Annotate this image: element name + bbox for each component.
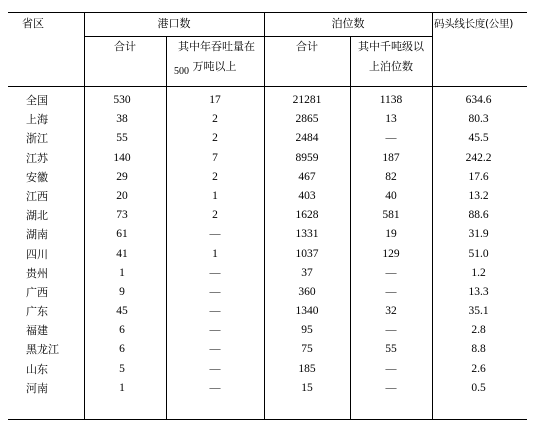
ports-total-cell: 5 — [119, 362, 125, 375]
ports-large-cell: 17 — [209, 94, 221, 106]
header-province: 省区 — [22, 17, 44, 30]
ports-large-cell: 2 — [212, 113, 218, 126]
ports-total-cell: 29 — [116, 170, 128, 183]
table-row — [8, 149, 527, 168]
table-row — [8, 245, 527, 264]
berths-total-cell: 75 — [301, 343, 313, 356]
table-row — [8, 321, 527, 340]
berths-large-cell: 19 — [385, 228, 397, 241]
table-row — [8, 379, 527, 398]
province-cell: 全国 — [26, 94, 48, 107]
berths-total-cell: 1037 — [295, 247, 319, 260]
berths-total-cell: 37 — [301, 266, 313, 279]
table-bottom-rule — [8, 419, 527, 420]
ports-total-cell: 41 — [116, 247, 128, 260]
ports-large-cell: — — [209, 381, 221, 394]
wharf-length-cell: 17.6 — [468, 170, 489, 183]
berths-total-cell: 15 — [301, 381, 313, 394]
wharf-length-cell: 0.5 — [471, 381, 486, 394]
header-ports-large-line1: 其中年吞吐量在 — [178, 40, 255, 53]
province-cell: 四川 — [26, 247, 48, 261]
ports-total-cell: 73 — [116, 209, 128, 222]
ports-total-cell: 45 — [116, 305, 128, 318]
wharf-length-cell: 31.9 — [468, 228, 489, 241]
province-cell: 贵州 — [26, 266, 48, 280]
province-cell: 江苏 — [26, 151, 48, 165]
ports-total-cell: 1 — [119, 266, 125, 279]
ports-large-cell: 2 — [212, 209, 218, 222]
header-ports: 港口数 — [157, 17, 191, 30]
province-cell: 湖南 — [26, 228, 48, 242]
header-berths-large-line2: 上泊位数 — [369, 60, 413, 73]
ports-large-cell: 1 — [212, 247, 218, 260]
table-row — [8, 302, 527, 321]
wharf-length-cell: 2.8 — [471, 324, 486, 337]
wharf-length-cell: 242.2 — [465, 151, 492, 164]
berths-large-cell: — — [385, 285, 397, 298]
header-berths-large-line1: 其中千吨级以 — [358, 40, 424, 53]
wharf-length-cell: 2.6 — [471, 362, 486, 375]
table-top-rule — [8, 12, 527, 13]
table-row — [8, 91, 527, 110]
province-cell: 河南 — [26, 381, 48, 395]
table-row — [8, 206, 527, 225]
berths-total-cell: 2865 — [295, 113, 319, 126]
table-row — [8, 360, 527, 379]
berths-large-cell: 187 — [382, 151, 400, 164]
berths-large-cell: — — [385, 266, 397, 279]
berths-total-cell: 1628 — [295, 209, 319, 222]
berths-large-cell: 13 — [385, 113, 397, 126]
wharf-length-cell: 88.6 — [468, 209, 489, 222]
ports-total-cell: 9 — [119, 285, 125, 298]
header-berths-total: 合计 — [296, 40, 318, 53]
berths-total-cell: 403 — [298, 189, 316, 202]
ports-large-cell: — — [209, 362, 221, 375]
ports-total-cell: 1 — [119, 381, 125, 394]
header-berths: 泊位数 — [331, 17, 365, 30]
ports-total-cell: 61 — [116, 228, 128, 241]
ports-total-cell: 38 — [116, 113, 128, 126]
ports-large-cell: — — [209, 285, 221, 298]
province-cell: 安徽 — [26, 170, 48, 184]
table-row — [8, 129, 527, 148]
wharf-length-cell: 35.1 — [468, 305, 489, 318]
ports-large-cell: — — [209, 266, 221, 279]
table-row — [8, 225, 527, 244]
berths-large-cell: 1138 — [379, 94, 403, 106]
berths-total-cell: 95 — [301, 324, 313, 337]
berths-large-cell: 129 — [382, 247, 400, 260]
header-ports-total: 合计 — [114, 40, 136, 53]
berths-total-cell: 2484 — [295, 132, 319, 145]
berths-total-cell: 467 — [298, 170, 316, 183]
wharf-length-cell: 51.0 — [468, 247, 489, 260]
berths-total-cell: 21281 — [292, 94, 322, 106]
berths-large-cell: 581 — [382, 209, 400, 222]
wharf-length-cell: 634.6 — [465, 94, 492, 106]
wharf-length-cell: 45.5 — [468, 132, 489, 145]
header-wharf-length: 码头线长度(公里) — [434, 18, 513, 30]
table-row — [8, 187, 527, 206]
province-cell: 上海 — [26, 113, 48, 127]
ports-large-cell: 2 — [212, 170, 218, 183]
header-sub-rule — [84, 36, 432, 37]
province-cell: 浙江 — [26, 132, 48, 146]
table-row — [8, 283, 527, 302]
berths-large-cell: — — [385, 324, 397, 337]
ports-large-cell: — — [209, 343, 221, 356]
berths-total-cell: 360 — [298, 285, 316, 298]
province-cell: 广西 — [26, 285, 48, 299]
header-ports-large-line2 — [174, 60, 237, 75]
table-body — [8, 91, 527, 398]
province-cell: 山东 — [26, 362, 48, 376]
table-row — [8, 264, 527, 283]
province-cell: 广东 — [26, 305, 48, 319]
berths-large-cell: — — [385, 381, 397, 394]
ports-total-cell: 6 — [119, 343, 125, 356]
berths-large-cell: 32 — [385, 305, 397, 318]
berths-large-cell: — — [385, 362, 397, 375]
ports-total-cell: 140 — [113, 151, 131, 164]
ports-total-cell: 20 — [116, 189, 128, 202]
province-cell: 福建 — [26, 324, 48, 338]
berths-total-cell: 8959 — [295, 151, 319, 164]
port-statistics-table — [8, 12, 527, 420]
ports-large-cell: — — [209, 324, 221, 337]
header-bottom-rule — [8, 86, 527, 87]
wharf-length-cell: 8.8 — [471, 343, 486, 356]
ports-large-cell: 7 — [212, 151, 218, 164]
wharf-length-cell: 1.2 — [471, 266, 486, 279]
ports-large-cell: — — [209, 228, 221, 241]
header-ports-large-number: 500 — [174, 66, 189, 77]
wharf-length-cell: 13.2 — [468, 189, 489, 202]
table-row — [8, 340, 527, 359]
table-row — [8, 110, 527, 129]
berths-large-cell: 40 — [385, 189, 397, 202]
table-row — [8, 168, 527, 187]
ports-total-cell: 530 — [113, 94, 131, 106]
berths-total-cell: 1331 — [295, 228, 319, 241]
province-cell: 江西 — [26, 189, 48, 203]
berths-total-cell: 1340 — [295, 305, 319, 318]
ports-total-cell: 6 — [119, 324, 125, 337]
wharf-length-cell: 80.3 — [468, 113, 489, 126]
wharf-length-cell: 13.3 — [468, 285, 489, 298]
province-cell: 黑龙江 — [26, 343, 59, 357]
berths-large-cell: 82 — [385, 170, 397, 183]
berths-total-cell: 185 — [298, 362, 316, 375]
berths-large-cell: 55 — [385, 343, 397, 356]
ports-large-cell: — — [209, 305, 221, 318]
province-cell: 湖北 — [26, 209, 48, 223]
ports-total-cell: 55 — [116, 132, 128, 145]
header-ports-large-unit: 万吨以上 — [192, 60, 237, 73]
berths-large-cell: — — [385, 132, 397, 145]
ports-large-cell: 2 — [212, 132, 218, 145]
ports-large-cell: 1 — [212, 189, 218, 202]
